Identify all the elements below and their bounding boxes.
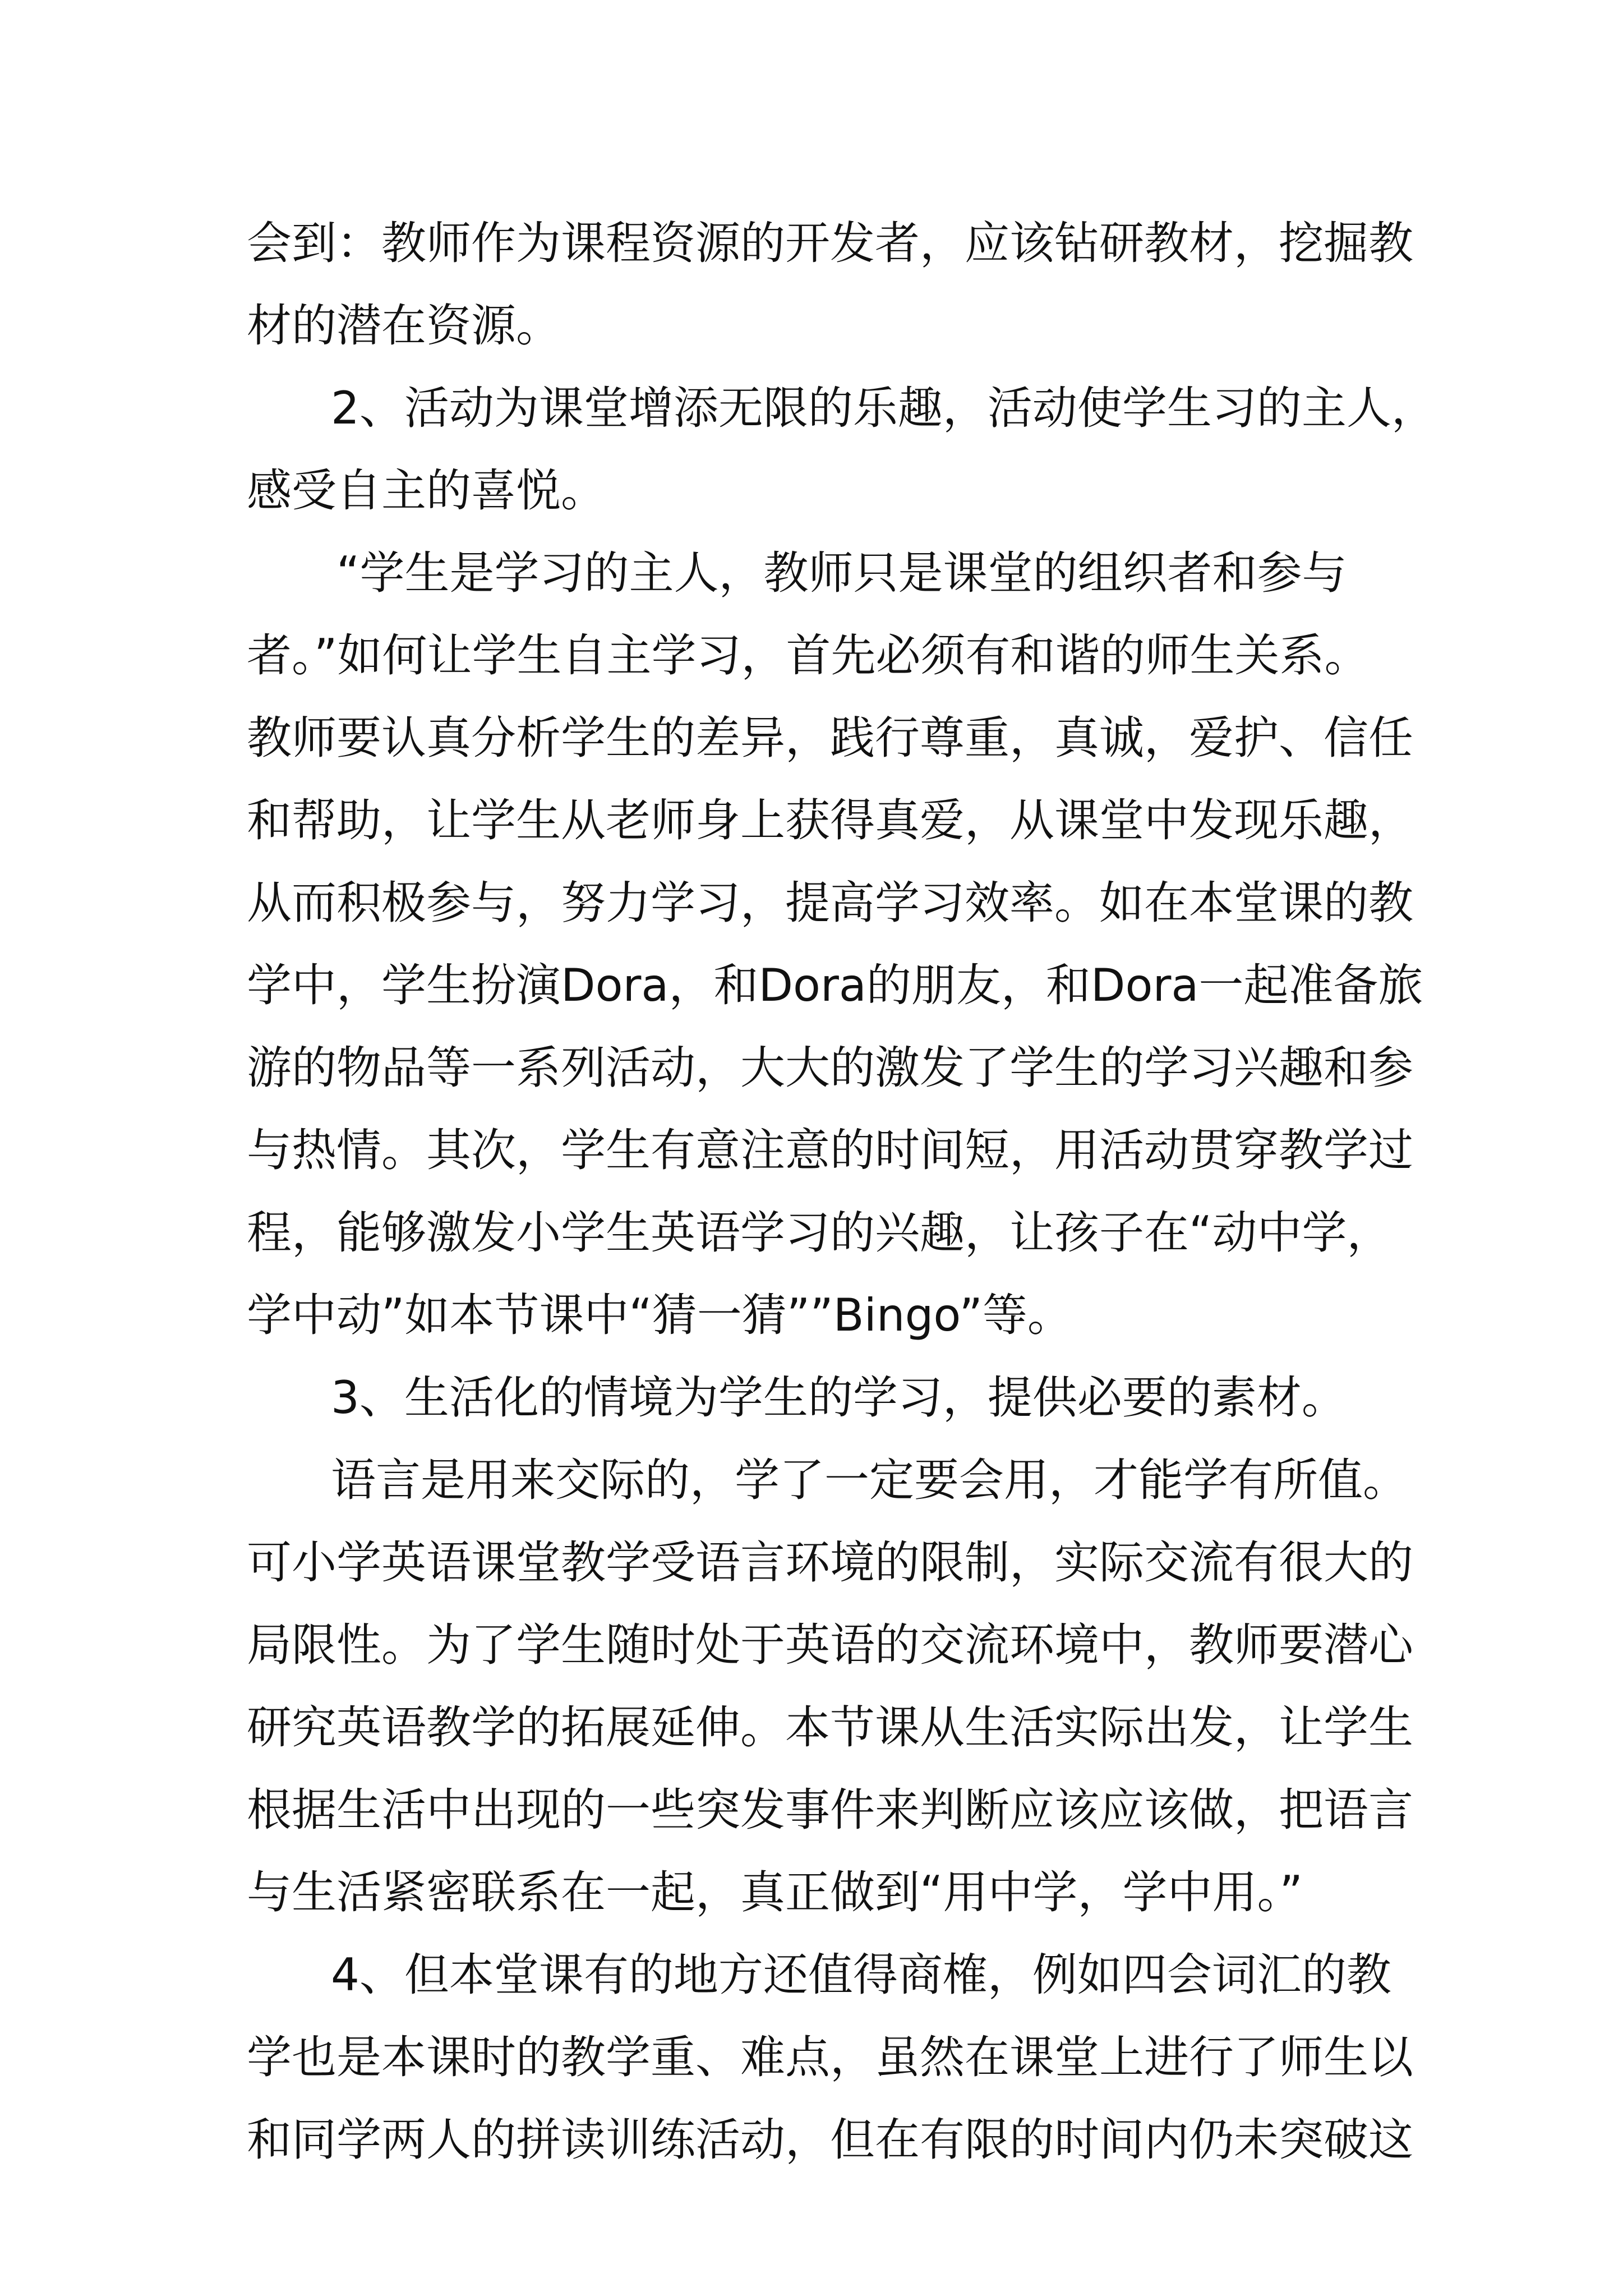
text-line: 2、活动为课堂增添无限的乐趣，活动使学生习的主人， <box>331 382 1436 434</box>
text-line: “学生是学习的主人，教师只是课堂的组织者和参与 <box>336 547 1347 599</box>
text-line: 和同学两人的拼读训练活动，但在有限的时间内仍未突破这 <box>247 2114 1413 2166</box>
text-line: 教师要认真分析学生的差异，践行尊重，真诚，爱护、信任 <box>247 712 1413 764</box>
text-line: 可小学英语课堂教学受语言环境的限制，实际交流有很大的 <box>247 1536 1413 1589</box>
text-line: 根据生活中出现的一些突发事件来判断应该应该做，把语言 <box>247 1784 1413 1836</box>
text-line: 局限性。为了学生随时处于英语的交流环境中，教师要潜心 <box>247 1619 1413 1671</box>
text-line: 感受自主的喜悦。 <box>247 464 606 517</box>
text-line: 与生活紧密联系在一起，真正做到“用中学，学中用。” <box>247 1866 1303 1918</box>
text-line: 者。”如何让学生自主学习，首先必须有和谐的师生关系。 <box>247 629 1370 682</box>
text-line: 程，能够激发小学生英语学习的兴趣，让孩子在“动中学， <box>247 1207 1392 1259</box>
text-line: 研究英语教学的拓展延伸。本节课从生活实际出发，让学生 <box>247 1701 1413 1754</box>
text-line: 游的物品等一系列活动，大大的激发了学生的学习兴趣和参 <box>247 1042 1413 1094</box>
text-line: 与热情。其次，学生有意注意的时间短，用活动贯穿教学过 <box>247 1124 1413 1176</box>
text-line: 会到：教师作为课程资源的开发者，应该钻研教材，挖掘教 <box>247 217 1413 269</box>
text-line: 语言是用来交际的，学了一定要会用，才能学有所值。 <box>331 1454 1408 1506</box>
text-line: 4、但本堂课有的地方还值得商榷，例如四会词汇的教 <box>331 1949 1391 2001</box>
text-line: 从而积极参与，努力学习，提高学习效率。如在本堂课的教 <box>247 877 1413 929</box>
text-line: 材的潜在资源。 <box>247 300 561 352</box>
text-line: 学也是本课时的教学重、难点，虽然在课堂上进行了师生以 <box>247 2031 1413 2083</box>
text-line: 3、生活化的情境为学生的学习，提供必要的素材。 <box>331 1372 1347 1424</box>
document-body <box>247 202 1436 2181</box>
text-line: 和帮助，让学生从老师身上获得真爱，从课堂中发现乐趣， <box>247 794 1413 846</box>
text-line: 学中，学生扮演Dora，和Dora的朋友，和Dora一起准备旅 <box>247 959 1423 1011</box>
text-line: 学中动”如本节课中“猜一猜””Bingo”等。 <box>247 1289 1072 1341</box>
